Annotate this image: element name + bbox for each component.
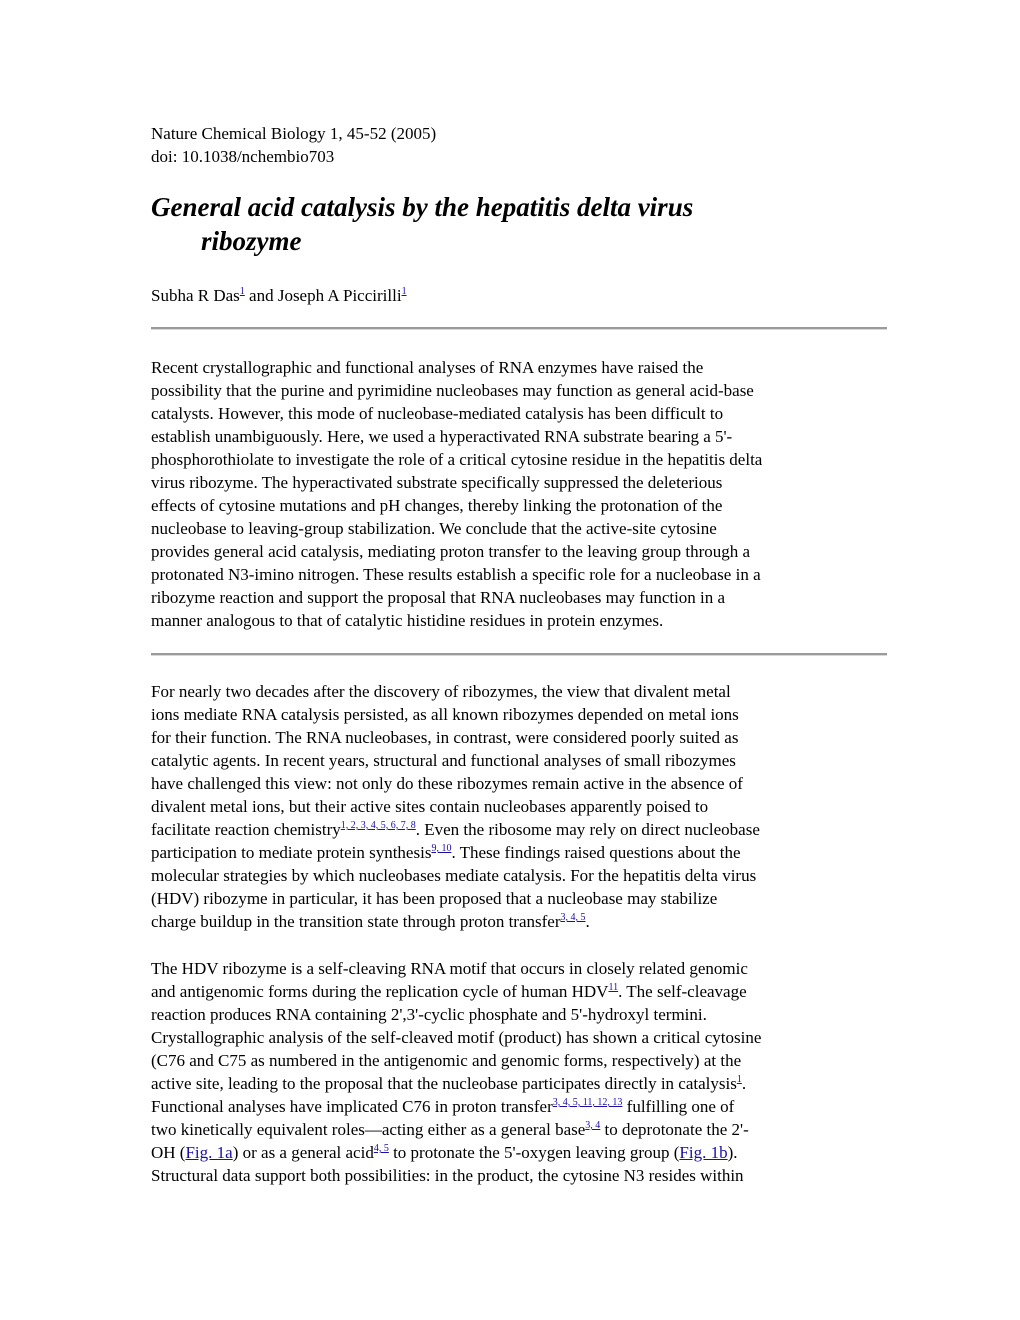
text-line: facilitate reaction chemistry$^{1, 2, 3, 4, 5, 6, 7, 8}$. Even the ribosome may rely on direct nucleobase [151,820,760,839]
abstract-line: Recent crystallographic and functional analyses of RNA enzymes have raised the [151,358,704,377]
text-line: catalytic agents. In recent years, structural and functional analyses of small ribozymes [151,751,736,770]
abstract-line: virus ribozyme. The hyperactivated substrate specifically suppressed the deleterious [151,473,723,492]
affiliation-link[interactable]: 1 [401,286,407,297]
text-line: (C76 and C75 as numbered in the antigenomic and genomic forms, respectively) at the [151,1051,742,1070]
text-line: participation to mediate protein synthesis$^{9, 10}$. These findings raised questions about the [151,843,741,862]
text-line: charge buildup in the transition state through proton transfer$^{3, 4, 5}$. [151,912,590,931]
doi: doi: 10.1038/nchembio703 [151,147,335,166]
article-title [151,190,891,258]
abstract [151,356,891,632]
text-line: and antigenomic forms during the replication cycle of human HDV$^{11}$. The self-cleavage [151,982,747,1001]
text-line: reaction produces RNA containing 2',3'-cyclic phosphate and 5'-hydroxyl termini. [151,1005,707,1024]
text-line: Crystallographic analysis of the self-cleaved motif (product) has shown a critical cytosine [151,1028,762,1047]
reference-link[interactable]: 11 [608,982,619,993]
reference-link[interactable]: 3, 4, 5, 11, 12, 13 [552,1097,623,1108]
journal-citation: Nature Chemical Biology 1, 45-52 (2005) [151,124,437,143]
text-line: divalent metal ions, but their active sites contain nucleobases apparently poised to [151,797,709,816]
author-connector: and [244,286,278,305]
text-line: For nearly two decades after the discovery of ribozymes, the view that divalent metal [151,682,731,701]
reference-link[interactable]: 3, 4 [585,1120,601,1131]
abstract-line: phosphorothiolate to investigate the role of a critical cytosine residue in the hepatitis delta [151,450,763,469]
text-line: have challenged this view: not only do these ribozymes remain active in the absence of [151,774,743,793]
text-line: Structural data support both possibilities: in the product, the cytosine N3 resides within [151,1166,744,1185]
abstract-line: catalysts. However, this mode of nucleobase-mediated catalysis has been difficult to [151,404,724,423]
figure-link[interactable]: Fig. 1b [679,1143,728,1162]
text-line: (HDV) ribozyme in particular, it has been proposed that a nucleobase may stabilize [151,889,718,908]
reference-link[interactable]: 1 [736,1074,742,1085]
reference-link[interactable]: 9, 10 [431,843,452,854]
abstract-line: effects of cytosine mutations and pH changes, thereby linking the protonation of the [151,496,723,515]
title-line-2: ribozyme [201,226,302,256]
abstract-line: provides general acid catalysis, mediating proton transfer to the leaving group through a [151,542,751,561]
text-line: for their function. The RNA nucleobases, in contrast, were considered poorly suited as [151,728,739,747]
divider [151,327,887,330]
abstract-line: protonated N3-imino nitrogen. These results establish a specific role for a nucleobase in a [151,565,761,584]
body-paragraph-1 [151,680,891,933]
text-line: active site, leading to the proposal that the nucleobase participates directly in catalysis$^1$. [151,1074,747,1093]
title-line-1: General acid catalysis by the hepatitis delta virus [151,192,694,222]
reference-link[interactable]: 1, 2, 3, 4, 5, 6, 7, 8 [340,820,416,831]
author-name: Subha R Das [151,286,240,305]
divider [151,653,887,656]
text-line: two kinetically equivalent roles—acting either as a general base$^{3, 4}$ to deprotonate the 2'- [151,1120,749,1139]
reference-link[interactable]: 3, 4, 5 [560,912,586,923]
abstract-line: manner analogous to that of catalytic histidine residues in protein enzymes. [151,611,664,630]
text-line: ions mediate RNA catalysis persisted, as all known ribozymes depended on metal ions [151,705,739,724]
abstract-line: nucleobase to leaving-group stabilization. We conclude that the active-site cytosine [151,519,717,538]
figure-link[interactable]: Fig. 1a [185,1143,233,1162]
body-paragraph-2 [151,957,891,1187]
text-line: OH (Fig. 1a) or as a general acid$^{4, 5}$ to protonate the 5'-oxygen leaving group (Fig. 1b). [151,1143,738,1162]
text-line: molecular strategies by which nucleobases mediate catalysis. For the hepatitis delta virus [151,866,757,885]
text-line: The HDV ribozyme is a self-cleaving RNA motif that occurs in closely related genomic [151,959,748,978]
author-list [151,285,407,307]
abstract-line: ribozyme reaction and support the proposal that RNA nucleobases may function in a [151,588,726,607]
abstract-line: possibility that the purine and pyrimidine nucleobases may function as general acid-base [151,381,754,400]
affiliation-link[interactable]: 1 [239,286,245,297]
citation-block [151,122,436,168]
text-line: Functional analyses have implicated C76 in proton transfer$^{3, 4, 5, 11, 12, 13}$ fulfilling one of [151,1097,735,1116]
abstract-line: establish unambiguously. Here, we used a hyperactivated RNA substrate bearing a 5'- [151,427,733,446]
reference-link[interactable]: 4, 5 [373,1143,389,1154]
author-name: Joseph A Piccirilli [277,286,402,305]
